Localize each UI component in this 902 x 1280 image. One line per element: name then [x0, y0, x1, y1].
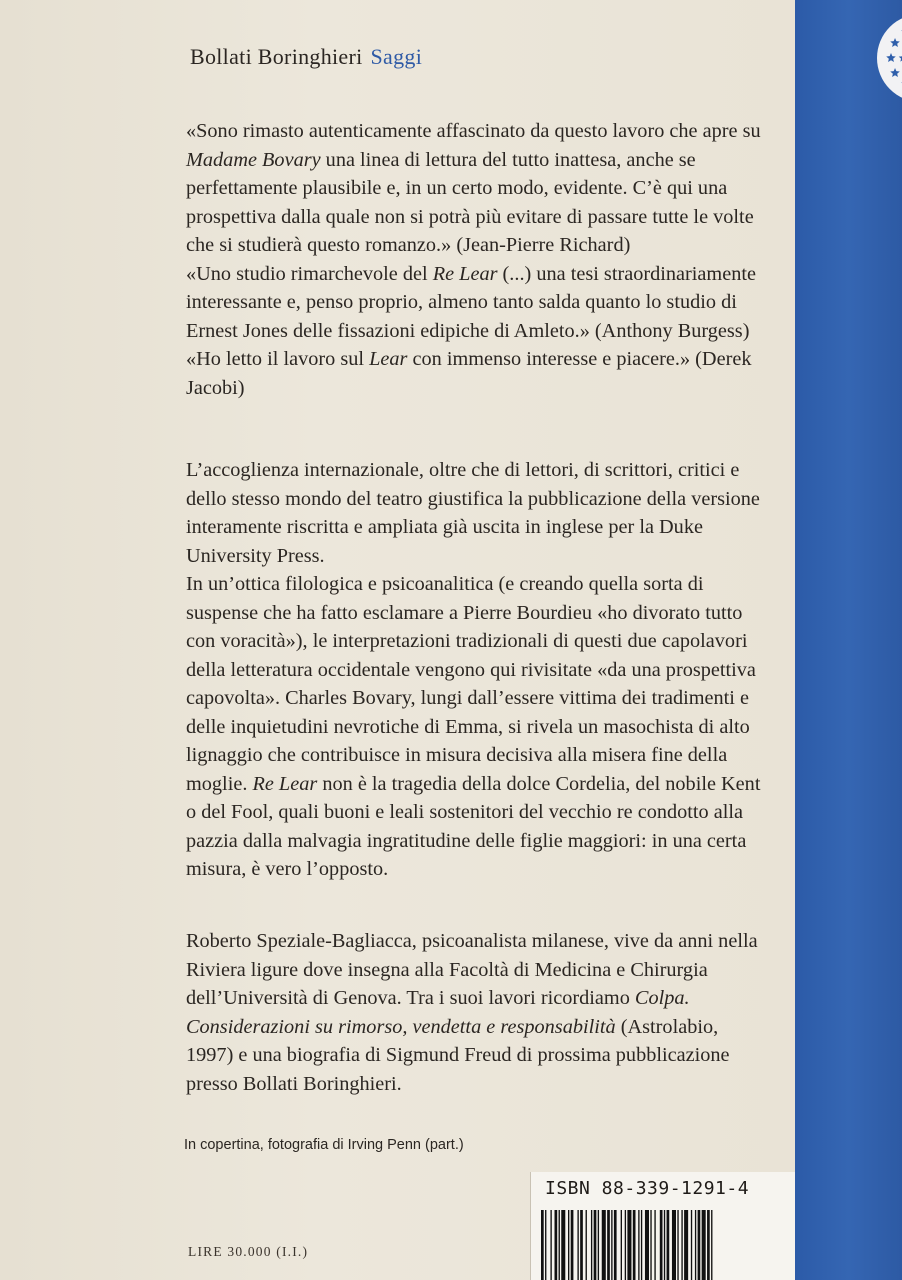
blue-spine — [795, 0, 902, 1280]
barcode-bar — [577, 1210, 578, 1280]
barcode-bar — [684, 1210, 688, 1280]
barcode-bar — [667, 1210, 670, 1280]
barcode-bar — [611, 1210, 612, 1280]
barcode-bar — [561, 1210, 565, 1280]
barcode-bar — [702, 1210, 706, 1280]
barcode-bar — [580, 1210, 583, 1280]
barcode-bar — [691, 1210, 692, 1280]
book-title: Madame Bovary — [186, 148, 321, 171]
price-label: LIRE 30.000 (I.I.) — [188, 1244, 309, 1259]
barcode-bar — [555, 1210, 558, 1280]
book-title: Lear — [369, 348, 408, 370]
barcode-bar — [545, 1210, 546, 1280]
barcode-bar — [559, 1210, 560, 1280]
barcode-bar — [594, 1210, 597, 1280]
barcode-bar — [645, 1210, 649, 1280]
barcode-bar — [638, 1210, 639, 1280]
barcode-bar — [541, 1210, 544, 1280]
series-name: Saggi — [370, 44, 423, 69]
quote-burgess: «Uno studio rimarchevole del Re Lear (...) una tesi straordinariamente interessante e, penso proprio, almeno tanto salda quanto lo studio di Ernest Jones delle fissazioni edipiche di Amleto.» (Anthony Burgess) — [186, 262, 756, 342]
description-paragraph: L’accoglienza internazionale, oltre che di lettori, di scrittori, critici e dello stesso mondo del teatro giustifica la pubblicazione della versione interamente riscritta e ampliata già uscita in inglese per la Duke University Press. — [186, 459, 760, 567]
barcode-bar — [627, 1210, 631, 1280]
barcode-bar — [698, 1210, 701, 1280]
work-title: Colpa. Considerazioni su rimorso, vendetta e responsabilità — [186, 987, 690, 1038]
isbn-barcode-label — [530, 1172, 796, 1280]
book-description — [186, 456, 766, 884]
star-icon — [886, 53, 896, 62]
star-icon — [890, 68, 900, 77]
barcode-bar — [625, 1210, 626, 1280]
barcode-bar — [598, 1210, 599, 1280]
author-bio: Roberto Speziale-Bagliacca, psicoanalista milanese, vive da anni nella Riviera ligure dove insegna alla Facoltà di Medicina e Chirurgia dell’Università di Genova. Tra i suoi lavori ricordiamo Colpa. Considerazioni su rimorso, vendetta e responsabilità (Astrolabio, 1997) e una biografia di Sigmund Freud di prossima pubblicazione presso Bollati Boringhieri. — [186, 930, 758, 1095]
barcode-bar — [650, 1210, 651, 1280]
barcode-bar — [633, 1210, 636, 1280]
barcode-bar — [660, 1210, 663, 1280]
barcode-bar — [681, 1210, 682, 1280]
book-title: Re Lear — [432, 262, 498, 285]
cover-credit: In copertina, fotografia di Irving Penn (part.) — [184, 1137, 464, 1153]
series-header — [190, 44, 422, 70]
barcode-bar — [550, 1210, 551, 1280]
barcode-bar — [654, 1210, 655, 1280]
barcode-bar — [707, 1210, 710, 1280]
description-paragraph: In un’ottica filologica e psicoanalitica (e creando quella sorta di suspense che ha fatto esclamare a Pierre Bourdieu «ho divorato tutto con voracità»), le interpretazioni tradizionali di questi due capolavori della letteratura occidentale vengono qui rivisitate «da una prospettiva capovolta». Charles Bovary, lungi dall’essere vittima dei tradimenti e delle inquietudini nevrotiche di Emma, si rivela un masochista di alto lignaggio che contribuisce in misura decisiva alla misera fine della moglie. Re Lear non è la tragedia della dolce Cordelia, del nobile Kent o del Fool, quali buoni e leali sostenitori del vecchio re condotto alla pazzia dalla malvagia ingratitudine delle figlie maggiori: in una certa misura, è vero l’opposto. — [186, 573, 761, 880]
star-icon — [890, 38, 900, 47]
barcode-bar — [602, 1210, 606, 1280]
barcode — [539, 1210, 789, 1280]
barcode-bar — [568, 1210, 569, 1280]
publisher-name: Bollati Boringhieri — [190, 44, 363, 69]
barcode-bar — [591, 1210, 592, 1280]
barcode-bar — [607, 1210, 610, 1280]
book-title: Re Lear — [252, 772, 318, 795]
barcode-bar — [621, 1210, 622, 1280]
blurb-quotes — [186, 117, 766, 402]
quote-richard: «Sono rimasto autenticamente affascinato da questo lavoro che apre su Madame Bovary una linea di lettura del tutto inattesa, anche se perfettamente plausibile e, in un certo modo, evidente. C’è qui una prospettiva dalla quale non si potrà più evitare di passare tutte le volte che si studierà questo romanzo.» (Jean-Pierre Richard) — [186, 120, 761, 256]
barcode-bar — [695, 1210, 696, 1280]
barcode-bar — [711, 1210, 712, 1280]
quote-jacobi: «Ho letto il lavoro sul Lear con immenso interesse e piacere.» (Derek Jacobi) — [186, 348, 752, 399]
barcode-bar — [672, 1210, 676, 1280]
barcode-bar — [641, 1210, 642, 1280]
barcode-bar — [614, 1210, 617, 1280]
isbn-number: ISBN 88-339-1291-4 — [545, 1178, 750, 1199]
barcode-bar — [664, 1210, 665, 1280]
stars-logo-icon — [877, 14, 902, 102]
barcode-bar — [677, 1210, 678, 1280]
barcode-bar — [586, 1210, 587, 1280]
barcode-bar — [571, 1210, 574, 1280]
publisher-logo — [877, 14, 902, 102]
